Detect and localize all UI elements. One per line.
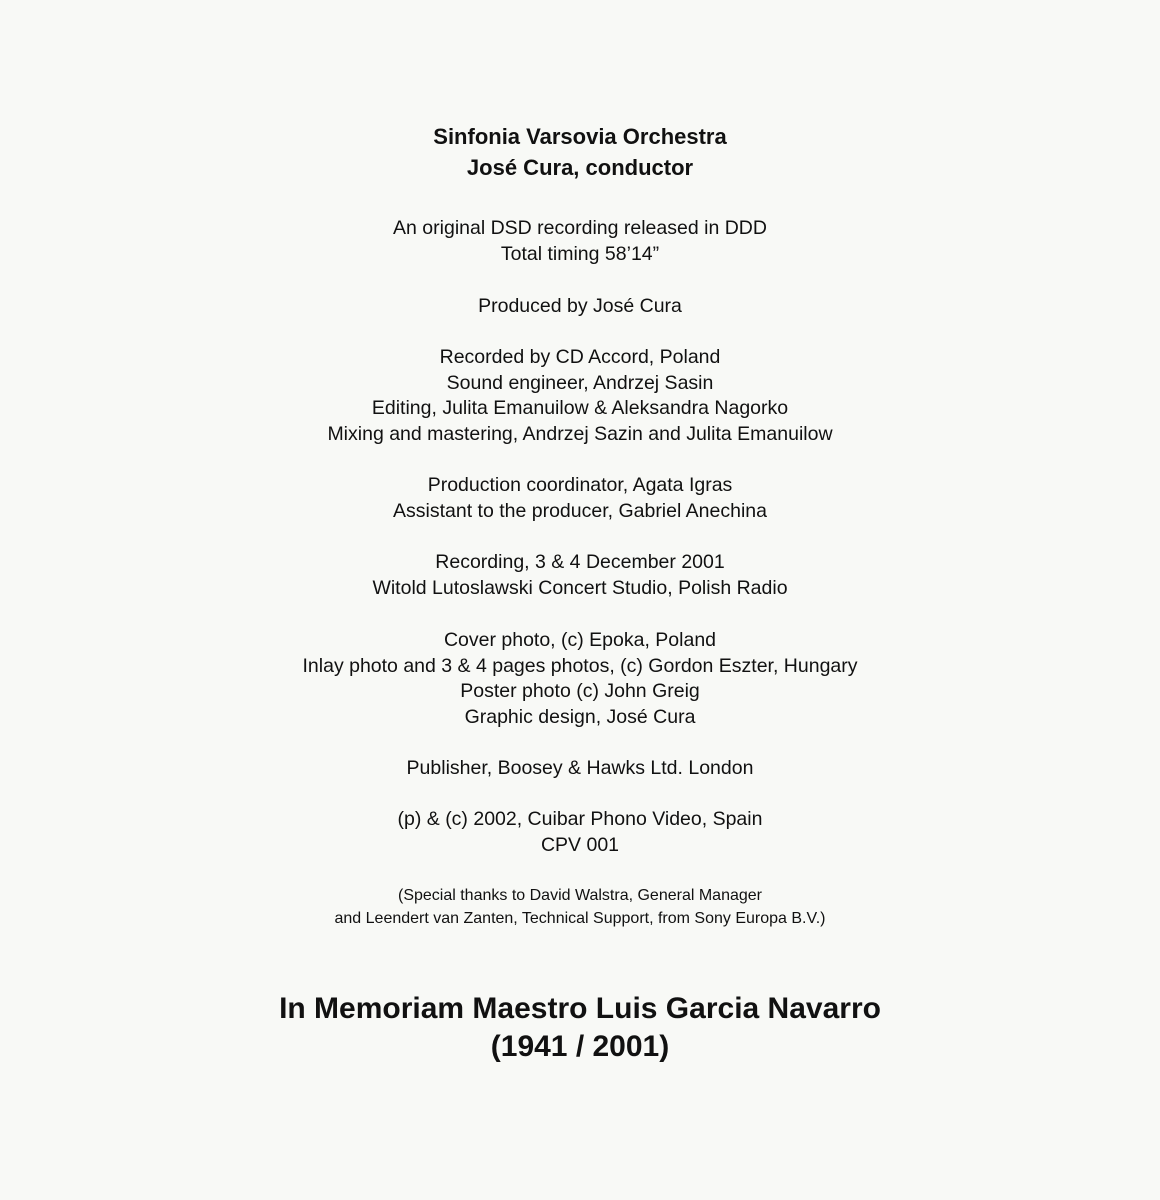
memoriam-years: (1941 / 2001) xyxy=(490,1030,670,1063)
copyright-notice xyxy=(0,807,1160,858)
recording-venue: Witold Lutoslawski Concert Studio, Polish Radio xyxy=(372,576,788,599)
session-info xyxy=(0,550,1160,601)
producer-line: Produced by José Cura xyxy=(478,295,682,317)
coordination-credits xyxy=(0,473,1160,524)
catalog-number: CPV 001 xyxy=(540,833,620,856)
producer-credit xyxy=(0,294,1160,320)
poster-photo: Poster photo (c) John Greig xyxy=(460,680,700,703)
production-coordinator: Production coordinator, Agata Igras xyxy=(427,474,733,496)
conductor-credit: José Cura, conductor xyxy=(466,155,694,180)
sound-engineer: Sound engineer, Andrzej Sasin xyxy=(446,371,714,394)
thanks-line-1: (Special thanks to David Walstra, General Manager xyxy=(397,887,762,904)
total-timing: Total timing 58’14” xyxy=(500,242,660,265)
thanks-line-2: and Leendert van Zanten, Technical Support, from Sony Europa B.V.) xyxy=(334,910,826,927)
special-thanks xyxy=(0,884,1160,930)
editing-credit: Editing, Julita Emanuilow & Aleksandra Nagorko xyxy=(371,397,789,420)
memoriam-name: In Memoriam Maestro Luis Garcia Navarro xyxy=(279,992,881,1025)
recorded-by: Recorded by CD Accord, Poland xyxy=(439,346,721,368)
assistant-producer: Assistant to the producer, Gabriel Anechina xyxy=(393,499,767,522)
credits-header xyxy=(0,121,1160,183)
mixing-mastering: Mixing and mastering, Andrzej Sazin and Julita Emanuilow xyxy=(327,423,833,446)
recording-format: An original DSD recording released in DDD xyxy=(393,217,767,239)
memoriam-dedication xyxy=(0,990,1160,1066)
graphic-design: Graphic design, José Cura xyxy=(464,706,696,729)
recording-info xyxy=(0,216,1160,267)
engineering-credits xyxy=(0,345,1160,448)
cover-photo: Cover photo, (c) Epoka, Poland xyxy=(443,629,717,651)
publisher-credit xyxy=(0,756,1160,782)
publisher-line: Publisher, Boosey & Hawks Ltd. London xyxy=(406,757,754,779)
recording-dates: Recording, 3 & 4 December 2001 xyxy=(435,551,725,573)
inlay-photo: Inlay photo and 3 & 4 pages photos, (c) Gordon Eszter, Hungary xyxy=(302,654,858,677)
copyright-line: (p) & (c) 2002, Cuibar Phono Video, Spain xyxy=(397,808,763,830)
photo-design-credits xyxy=(0,628,1160,731)
orchestra-name: Sinfonia Varsovia Orchestra xyxy=(433,124,727,149)
